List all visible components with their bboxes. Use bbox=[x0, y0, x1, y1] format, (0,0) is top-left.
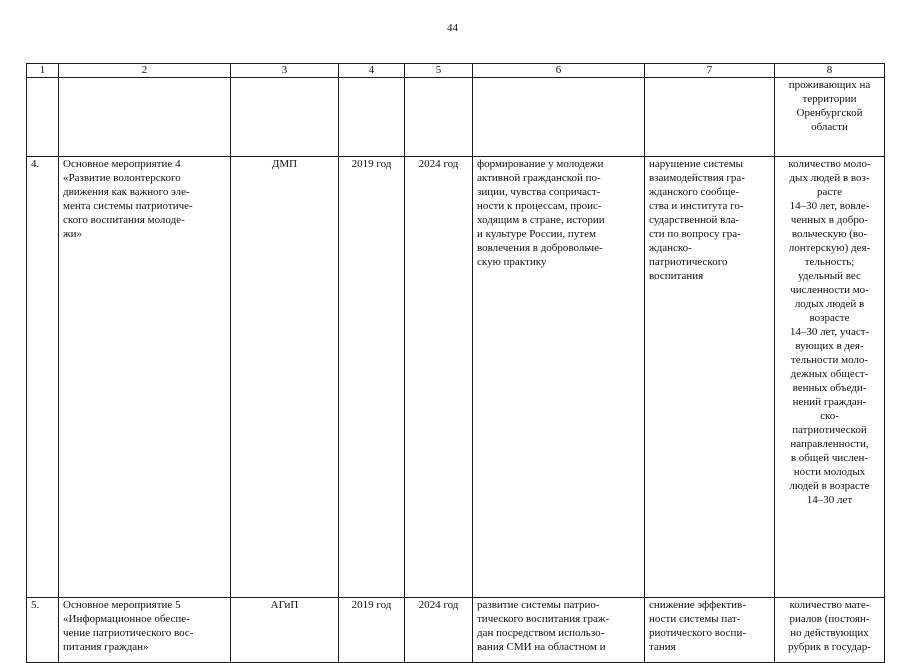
text-line: ходящим в стране, истории bbox=[477, 214, 605, 226]
text-line: жданского сообще- bbox=[649, 186, 740, 198]
text-line: и культуре России, путем bbox=[477, 228, 596, 240]
indicators-cell bbox=[775, 598, 885, 663]
start-year-cell: 2019 год bbox=[339, 598, 405, 663]
executor-cell bbox=[231, 78, 339, 157]
column-header: 7 bbox=[645, 64, 775, 78]
text-line: жи» bbox=[63, 228, 82, 240]
end-year-cell bbox=[405, 78, 473, 157]
measure-name-cell bbox=[59, 598, 231, 663]
text-line: патриотической bbox=[792, 424, 867, 436]
text-line: «Информационное обеспе- bbox=[63, 613, 190, 625]
text-line: тельность; bbox=[804, 256, 855, 268]
text-line: сударственной вла- bbox=[649, 214, 740, 226]
text-line: дых людей в воз- bbox=[789, 172, 870, 184]
text-line: 14–30 лет, вовле- bbox=[789, 200, 870, 212]
end-year-cell: 2024 год bbox=[405, 157, 473, 598]
program-measures-table bbox=[26, 63, 885, 663]
expected-result-cell bbox=[473, 598, 645, 663]
text-line: воспитания bbox=[649, 270, 704, 282]
text-line: ско- bbox=[820, 410, 839, 422]
text-line: вания СМИ на областном и bbox=[477, 641, 606, 653]
text-line: проживающих на bbox=[788, 79, 871, 91]
text-line: чение патриотического вос- bbox=[63, 627, 194, 639]
text-line: нений граждан- bbox=[792, 396, 867, 408]
column-header: 5 bbox=[405, 64, 473, 78]
text-line: зиции, чувства сопричаст- bbox=[477, 186, 601, 198]
start-year-cell bbox=[339, 78, 405, 157]
page-number: 44 bbox=[447, 22, 458, 34]
text-line: дан посредством использо- bbox=[477, 627, 605, 639]
text-line: ченных в добро- bbox=[790, 214, 869, 226]
text-line: Основное мероприятие 5 bbox=[63, 599, 181, 611]
text-line: тания bbox=[649, 641, 676, 653]
text-line: количество мате- bbox=[789, 599, 870, 611]
text-line: ности к процессам, проис- bbox=[477, 200, 602, 212]
text-line: «Развитие волонтерского bbox=[63, 172, 181, 184]
text-line: количество моло- bbox=[788, 158, 871, 170]
text-line: взаимодействия гра- bbox=[649, 172, 745, 184]
table-row bbox=[27, 157, 885, 598]
expected-result-cell bbox=[473, 78, 645, 157]
text-line: ства и института го- bbox=[649, 200, 744, 212]
text-line: удельный вес bbox=[798, 270, 861, 282]
text-line: снижение эффектив- bbox=[649, 599, 746, 611]
text-line: численности мо- bbox=[790, 284, 869, 296]
consequences-cell bbox=[645, 598, 775, 663]
text-line: жданско- bbox=[649, 242, 692, 254]
column-header: 2 bbox=[59, 64, 231, 78]
text-line: сти по вопросу гра- bbox=[649, 228, 741, 240]
executor-cell: АГиП bbox=[231, 598, 339, 663]
indicators-cell bbox=[775, 157, 885, 598]
text-line: риотического воспи- bbox=[649, 627, 746, 639]
text-line: питания граждан» bbox=[63, 641, 149, 653]
text-line: Основное мероприятие 4 bbox=[63, 158, 181, 170]
text-line: риалов (постоян- bbox=[789, 613, 870, 625]
row-number-cell: 4. bbox=[27, 157, 59, 598]
text-line: но действующих bbox=[790, 627, 869, 639]
executor-cell: ДМП bbox=[231, 157, 339, 598]
text-line: движения как важного эле- bbox=[63, 186, 190, 198]
table-row bbox=[27, 598, 885, 663]
text-line: расте bbox=[817, 186, 842, 198]
text-line: развитие системы патрио- bbox=[477, 599, 600, 611]
text-line: лонтерскую) дея- bbox=[788, 242, 871, 254]
text-line: ности молодых bbox=[793, 466, 866, 478]
text-line: дежных общест- bbox=[790, 368, 869, 380]
text-line: рубрик в государ- bbox=[788, 641, 871, 653]
column-header: 1 bbox=[27, 64, 59, 78]
consequences-cell bbox=[645, 157, 775, 598]
text-line: людей в возрасте bbox=[789, 480, 870, 492]
column-number-row bbox=[27, 64, 885, 78]
measure-name-cell bbox=[59, 157, 231, 598]
text-line: лодых людей в bbox=[794, 298, 865, 310]
column-header: 6 bbox=[473, 64, 645, 78]
column-header: 8 bbox=[775, 64, 885, 78]
text-line: тельности моло- bbox=[790, 354, 869, 366]
text-line: тического воспитания граж- bbox=[477, 613, 610, 625]
text-line: вующих в дея- bbox=[795, 340, 864, 352]
text-line: в общей числен- bbox=[790, 452, 869, 464]
consequences-cell bbox=[645, 78, 775, 157]
end-year-cell: 2024 год bbox=[405, 598, 473, 663]
table-row bbox=[27, 78, 885, 157]
text-line: направленности, bbox=[790, 438, 869, 450]
start-year-cell: 2019 год bbox=[339, 157, 405, 598]
text-line: ского воспитания молоде- bbox=[63, 214, 185, 226]
text-line: мента системы патриотиче- bbox=[63, 200, 193, 212]
text-line: вольческую (во- bbox=[791, 228, 868, 240]
text-line: области bbox=[811, 121, 848, 133]
expected-result-cell bbox=[473, 157, 645, 598]
column-header: 4 bbox=[339, 64, 405, 78]
column-header: 3 bbox=[231, 64, 339, 78]
text-line: 14–30 лет, участ- bbox=[789, 326, 870, 338]
text-line: нарушение системы bbox=[649, 158, 744, 170]
text-line: вовлечения в добровольче- bbox=[477, 242, 603, 254]
text-line: формирование у молодежи bbox=[477, 158, 604, 170]
text-line: ности системы пат- bbox=[649, 613, 741, 625]
row-number-cell: 5. bbox=[27, 598, 59, 663]
text-line: патриотического bbox=[649, 256, 728, 268]
indicators-cell bbox=[775, 78, 885, 157]
row-number-cell bbox=[27, 78, 59, 157]
text-line: скую практику bbox=[477, 256, 547, 268]
text-line: 14–30 лет bbox=[806, 494, 853, 506]
text-line: возрасте bbox=[809, 312, 850, 324]
text-line: территории bbox=[802, 93, 857, 105]
measure-name-cell bbox=[59, 78, 231, 157]
text-line: активной гражданской по- bbox=[477, 172, 601, 184]
text-line: Оренбургской bbox=[796, 107, 863, 119]
text-line: венных объеди- bbox=[792, 382, 867, 394]
